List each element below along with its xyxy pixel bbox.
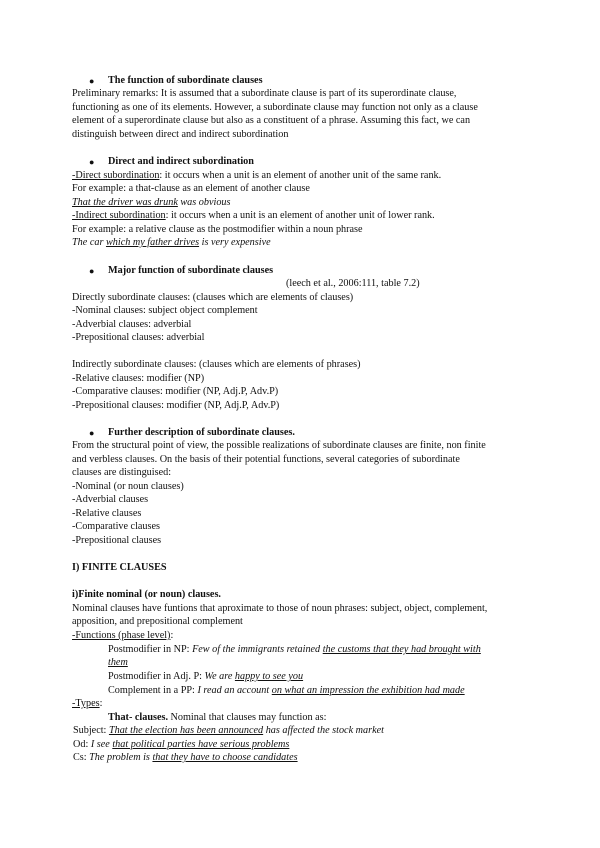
subheading-finite-nominal: i)Finite nominal (or noun) clauses. (72, 589, 221, 600)
function-label: Postmodifier in NP: (108, 644, 193, 655)
list-line: Directly subordinate clauses: (clauses which are elements of clauses) (72, 292, 354, 303)
example-underlined: on what an impression the exhibition had made (271, 685, 465, 696)
example-underlined: That the driver was drunk (72, 197, 178, 208)
reference-citation: (leech et al., 2006:111, table 7.2) (286, 278, 420, 289)
that-clauses-term: That- clauses. (108, 712, 168, 723)
paragraph-line: element of a superordinate clause but also as a constituent of a phrase. Assuming this fact, we can (72, 115, 471, 126)
heading-major-function: Major function of subordinate clauses (108, 265, 274, 276)
that-clauses-line (108, 711, 326, 725)
list-line: -Comparative clauses (72, 521, 160, 532)
type-example-line (73, 751, 298, 765)
colon: : (170, 630, 174, 641)
definition-text: : it occurs when a unit is an element of another unit of lower rank. (165, 210, 435, 221)
bullet-icon: ● (89, 428, 95, 438)
function-line-continued (108, 656, 128, 670)
type-label: Cs: (73, 752, 90, 763)
example-underlined: That the election has been announced (108, 725, 264, 736)
example-underlined: them (108, 657, 128, 668)
list-line: -Prepositional clauses: modifier (NP, Adj.P, Adv.P) (72, 400, 280, 411)
paragraph-line: Nominal clauses have funtions that aproximate to those of noun phrases: subject, object, complement, (72, 603, 488, 614)
example-rest: was obvious (177, 197, 231, 208)
that-clauses-text: Nominal that clauses may function as: (168, 712, 327, 723)
example-intro: For example: a that-clause as an element of another clause (72, 183, 310, 194)
type-example-line (73, 738, 289, 752)
indirect-subordination-line (72, 209, 435, 223)
paragraph-line: From the structural point of view, the possible realizations of subordinate clauses are finite, non finite (72, 440, 486, 451)
type-label: Subject: (73, 725, 109, 736)
paragraph-line: and verbless clauses. On the basis of their potential functions, several categories of subordinate (72, 454, 460, 465)
example-text: I see (90, 739, 113, 750)
example-text: We are (204, 671, 235, 682)
list-line: -Prepositional clauses (72, 535, 162, 546)
example-rest: has affected the stock market (263, 725, 384, 736)
colon: : (99, 698, 103, 709)
example-text: I read an account (197, 685, 272, 696)
example-underlined: happy to see you (234, 671, 304, 682)
list-line: -Prepositional clauses: adverbial (72, 332, 205, 343)
paragraph-line: distinguish between direct and indirect subordination (72, 129, 289, 140)
paragraph-line: Preliminary remarks: It is assumed that a subordinate clause is part of its superordinate clause, (72, 88, 457, 99)
example-text: The car (72, 237, 106, 248)
function-label: Postmodifier in Adj. P: (108, 671, 205, 682)
type-label: Od: (73, 739, 91, 750)
types-label (72, 697, 102, 711)
definition-text: : it occurs when a unit is an element of another unit of the same rank. (159, 170, 442, 181)
list-line: -Nominal (or noun clauses) (72, 481, 184, 492)
paragraph-line: functioning as one of its elements. However, a subordinate clause may function not only as a clause (72, 102, 478, 113)
list-line: Indirectly subordinate clauses: (clauses which are elements of phrases) (72, 359, 361, 370)
example-underlined: that they have to choose candidates (152, 752, 298, 763)
example-intro: For example: a relative clause as the postmodifier within a noun phrase (72, 224, 363, 235)
example-sentence (72, 236, 271, 250)
example-underlined: which my father drives (105, 237, 200, 248)
type-example-line (73, 724, 384, 738)
bullet-icon: ● (89, 266, 95, 276)
paragraph-line: clauses are distinguised: (72, 467, 172, 478)
term-direct: -Direct subordination (72, 170, 160, 181)
functions-label (72, 629, 173, 643)
function-line (108, 670, 303, 684)
list-line: -Adverbial clauses (72, 494, 149, 505)
example-text: Few of the immigrants retained (192, 644, 323, 655)
paragraph-line: apposition, and prepositional complement (72, 616, 243, 627)
function-line (108, 643, 481, 657)
list-line: -Adverbial clauses: adverbial (72, 319, 192, 330)
bullet-icon: ● (89, 76, 95, 86)
example-sentence (72, 196, 230, 210)
heading-further-description: Further description of subordinate clauses. (108, 427, 295, 438)
types-term: -Types (72, 698, 100, 709)
function-label: Complement in a PP: (108, 685, 198, 696)
bullet-icon: ● (89, 157, 95, 167)
function-line (108, 684, 465, 698)
heading-finite-clauses: I) FINITE CLAUSES (72, 562, 167, 573)
term-indirect: -Indirect subordination (72, 210, 166, 221)
example-underlined: the customs that they had brought with (322, 644, 481, 655)
example-rest: is very expensive (199, 237, 271, 248)
direct-subordination-line (72, 169, 441, 183)
example-text: The problem is (89, 752, 153, 763)
list-line: -Comparative clauses: modifier (NP, Adj.P, Adv.P) (72, 386, 279, 397)
list-line: -Relative clauses: modifier (NP) (72, 373, 205, 384)
functions-term: -Functions (phase level) (72, 630, 171, 641)
list-line: -Nominal clauses: subject object complement (72, 305, 258, 316)
list-line: -Relative clauses (72, 508, 142, 519)
example-underlined: that political parties have serious problems (112, 739, 290, 750)
heading-direct-indirect: Direct and indirect subordination (108, 156, 254, 167)
heading-function: The function of subordinate clauses (108, 75, 263, 86)
